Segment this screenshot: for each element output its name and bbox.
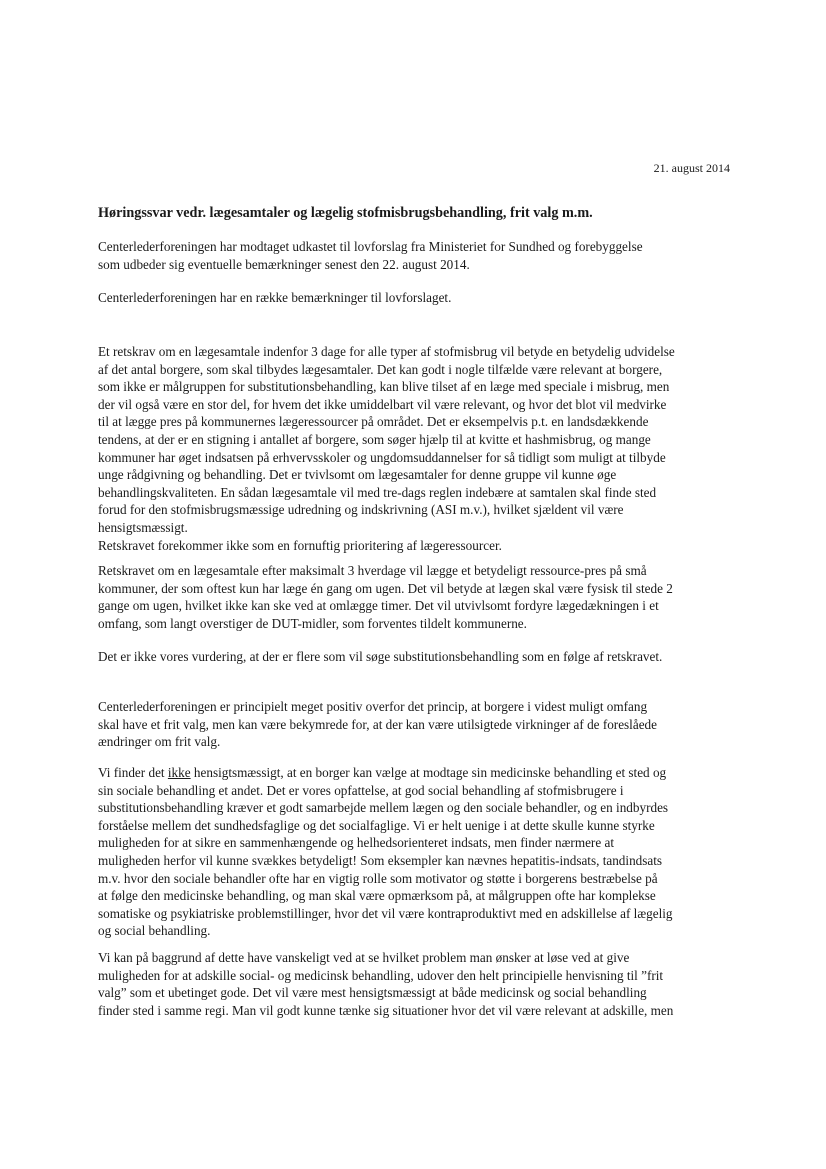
text-line: og social behandling. (98, 923, 211, 939)
text-line: Centerlederforeningen har modtaget udkastet til lovforslag fra Ministeriet for Sundhed og forebyggelse (98, 239, 643, 254)
text-line: unge rådgivning og behandling. Det er tvivlsomt om lægesamtaler for denne gruppe vil kunne øge (98, 467, 617, 483)
text-line: behandlingskvaliteten. En sådan lægesamtale vil med tre-dags reglen indebære at samtalen skal finde sted (98, 484, 657, 500)
text-line: Vi kan på baggrund af dette have vanskeligt ved at se hvilket problem man ønsker at løse ved at give (98, 950, 630, 965)
text-fragment: hensigtsmæssigt, at en borger kan vælge at modtage sin medicinske behandling et sted og (190, 765, 667, 780)
text-line: m.v. hvor den sociale behandler ofte har en vigtig rolle som motivator og støtte i borgerens bestræbelse på (98, 870, 658, 886)
text-line: som udbeder sig eventuelle bemærkninger senest den 22. august 2014. (98, 256, 470, 272)
text-line: der vil også være en stor del, for hvem det ikke umiddelbart vil være relevant, og hvor det blot vil medvirke (98, 396, 667, 412)
paragraph-frit-valg (98, 698, 738, 751)
text-line: af det antal borgere, som skal tilbydes lægesamtaler. Det kan godt i nogle tilfælde være relevant at borgere, (98, 361, 663, 377)
text-line: sin sociale behandling et andet. Det er vores opfattelse, at god social behandling af stofmisbrugere i (98, 782, 624, 798)
document-title: Høringssvar vedr. lægesamtaler og lægelig stofmisbrugsbehandling, frit valg m.m. (98, 205, 593, 221)
text-line: Retskravet forekommer ikke som en fornuftig prioritering af lægeressourcer. (98, 537, 502, 553)
text-line: forståelse mellem det sundhedsfaglige og det socialfaglige. Vi er helt uenige i at dette skulle kunne styrke (98, 817, 655, 833)
paragraph-ikke-hensigtsmaessigt (98, 764, 738, 940)
text-line: Det er ikke vores vurdering, at der er flere som vil søge substitutionsbehandling som en følge af retskravet. (98, 649, 663, 664)
underlined-word: ikke (167, 765, 191, 780)
text-line: Et retskrav om en lægesamtale indenfor 3 dage for alle typer af stofmisbrug vil betyde en betydelig udvidelse (98, 344, 675, 359)
text-line: til at lægge pres på kommunernes lægeressourcer på området. Det er eksempelvis p.t. en landsdækkende (98, 414, 649, 430)
text-line: ændringer om frit valg. (98, 734, 221, 750)
text-line: somatiske og psykiatriske problemstillinger, hvor det vil være kontraproduktivt med en adskillelse af lægelig (98, 905, 673, 921)
text-line: hensigtsmæssigt. (98, 519, 188, 535)
text-line: muligheden herfor vil kunne svækkes betydeligt! Som eksempler kan nævnes hepatitis-indsats, tandindsats (98, 852, 663, 868)
text-line: muligheden for at adskille social- og medicinsk behandling, udover den helt principielle henvisning til ”frit (98, 967, 664, 983)
text-line: Retskravet om en lægesamtale efter maksimalt 3 hverdage vil lægge et betydeligt ressource-pres på små (98, 563, 647, 578)
document-date: 21. august 2014 (653, 161, 730, 175)
text-line: som ikke er målgruppen for substitutionsbehandling, kan blive tilset af en læge med speciale i misbrug, men (98, 379, 670, 395)
text-line: finder sted i samme regi. Man vil godt kunne tænke sig situationer hvor det vil være relevant at adskille, men (98, 1002, 674, 1018)
paragraph-remarks (98, 289, 738, 307)
text-line (98, 764, 738, 782)
text-line: at følge den medicinske behandling, og man skal være opmærksom på, at målgruppen ofte har komplekse (98, 888, 656, 904)
text-line: gange om ugen, hvilket ikke kan ske ved at omlægge timer. Det vil utvivlsomt fordyre lægedækningen i et (98, 598, 659, 614)
text-line: forud for den stofmisbrugsmæssige udredning og indskrivning (ASI m.v.), hvilket sjældent vil være (98, 502, 624, 518)
text-line: kommuner har øget indsatsen på erhvervsskoler og ungdomsuddannelser for så tidligt som muligt at tilbyde (98, 449, 666, 465)
text-line: skal have et frit valg, men kan være bekymrede for, at der kan være utilsigtede virkninger af de foreslåede (98, 716, 657, 732)
paragraph-baggrund (98, 949, 738, 1019)
paragraph-vurdering (98, 648, 738, 666)
text-line: Centerlederforeningen har en række bemærkninger til lovforslaget. (98, 290, 452, 305)
text-line: Centerlederforeningen er principielt meget positiv overfor det princip, at borgere i videst muligt omfang (98, 699, 648, 714)
text-fragment: Vi finder det (98, 765, 168, 780)
paragraph-retskrav-3-dage (98, 343, 738, 554)
paragraph-ressource-pres (98, 562, 738, 632)
text-line: omfang, som langt overstiger de DUT-midler, som forventes tildelt kommunerne. (98, 615, 527, 631)
text-line: valg” som et ubetinget gode. Det vil være mest hensigtsmæssigt at både medicinsk og social behandling (98, 985, 647, 1001)
text-line: substitutionsbehandling kræver et godt samarbejde mellem lægen og den sociale behandler, og en indbyrdes (98, 800, 669, 816)
text-line: tendens, at der er en stigning i antallet af borgere, som søger hjælp til at kvitte et hashmisbrug, og mange (98, 431, 651, 447)
paragraph-intro (98, 238, 738, 273)
text-line: kommuner, der som oftest kun har læge én gang om ugen. Det vil betyde at lægen skal være fysisk til stede 2 (98, 580, 673, 596)
text-line: muligheden for at sikre en sammenhængende og helhedsorienteret indsats, men finder nærmere at (98, 835, 614, 851)
